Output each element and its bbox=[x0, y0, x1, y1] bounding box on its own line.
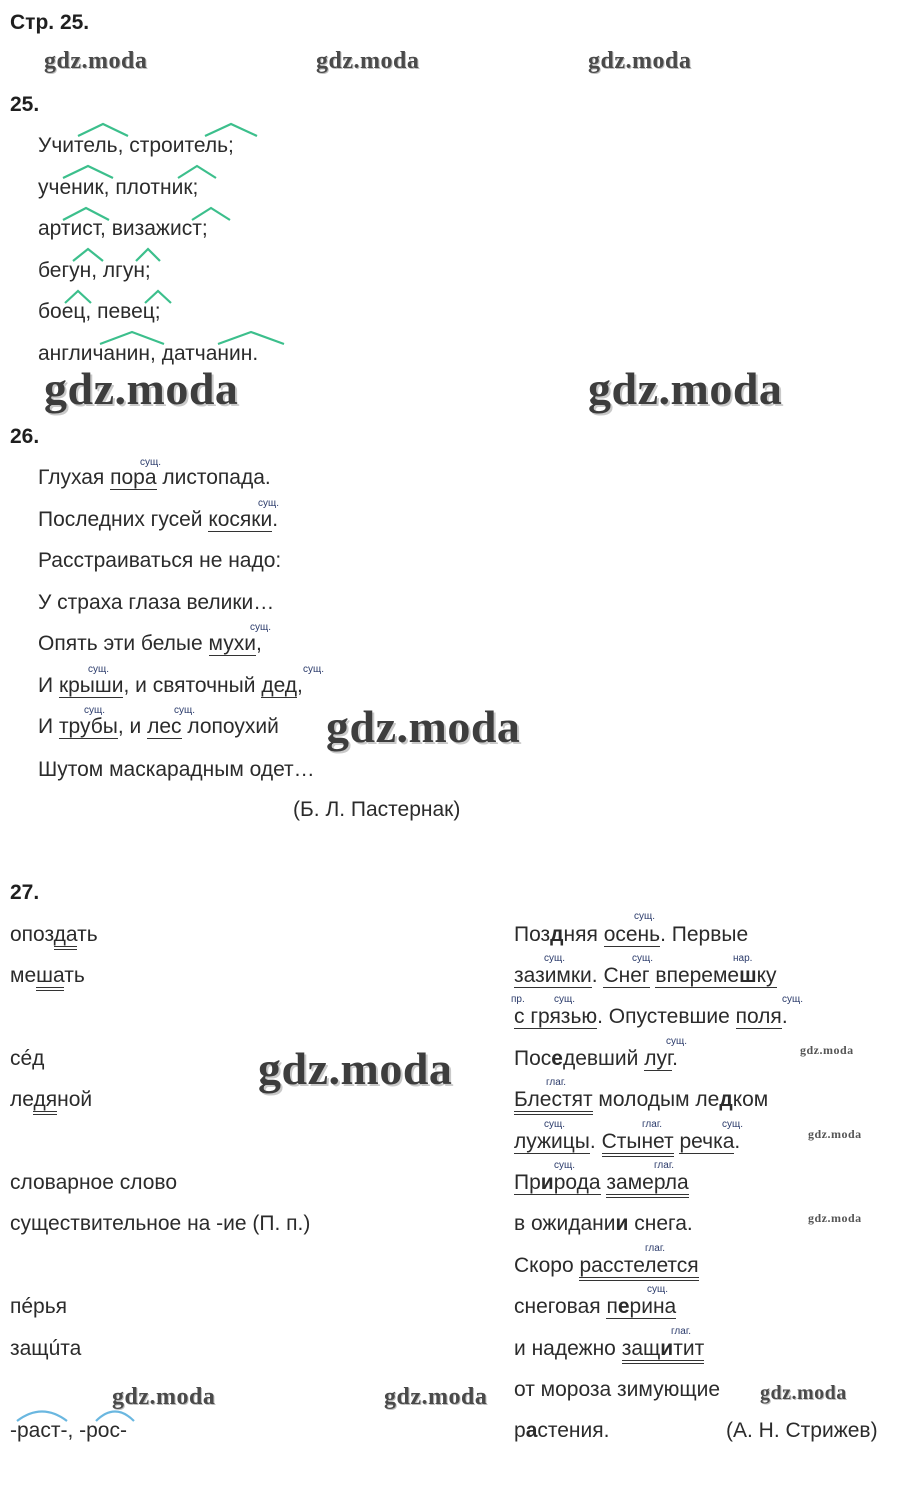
poem-line: Опять эти белые мухи, bbox=[38, 632, 262, 655]
watermark: gdz.moda bbox=[112, 1384, 216, 1410]
pos-label: глаг. bbox=[671, 1326, 692, 1337]
page-header: Стр. 25. bbox=[10, 11, 90, 34]
verb-word: защитит bbox=[622, 1337, 704, 1364]
word: боец bbox=[38, 300, 86, 323]
text-line: Поздняя осень. Первые bbox=[514, 923, 749, 946]
noun-word: зазимки bbox=[514, 964, 592, 987]
underlined-letters: ша bbox=[36, 964, 64, 991]
pos-label: сущ. bbox=[250, 622, 272, 633]
pos-label: сущ. bbox=[666, 1036, 688, 1047]
watermark: gdz.moda bbox=[44, 48, 148, 74]
text-line: растения. bbox=[514, 1419, 610, 1442]
watermark: gdz.moda bbox=[44, 363, 239, 414]
watermark: gdz.moda bbox=[326, 701, 521, 752]
word-entry: сéд bbox=[10, 1047, 45, 1070]
poem-line: Расстраиваться не надо: bbox=[38, 549, 282, 572]
poem-line: И трубы, и лес лопоухий bbox=[38, 715, 279, 738]
text-line: и надежно защитит bbox=[514, 1336, 704, 1362]
pos-label: сущ. bbox=[544, 953, 566, 964]
word-pair-line: англичанин, датчанин. bbox=[38, 342, 259, 365]
word-pair-line: ученик, плотник; bbox=[38, 176, 199, 199]
text-line: в ожидании снега. bbox=[514, 1212, 693, 1235]
word: лгун bbox=[102, 259, 145, 282]
poem-line: И крыши, и святочный дед, bbox=[38, 674, 303, 697]
pos-label: глаг. bbox=[654, 1160, 675, 1171]
word-entry: мешать bbox=[10, 963, 85, 989]
text-line: с грязью. Опустевшие поля. bbox=[514, 1005, 788, 1028]
pos-label: глаг. bbox=[645, 1243, 666, 1254]
poem-author: (Б. Л. Пастернак) bbox=[293, 798, 461, 821]
pos-label: сущ. bbox=[88, 664, 110, 675]
adverb-word: вперемешку bbox=[655, 964, 777, 987]
pos-label: сущ. bbox=[554, 994, 576, 1005]
watermark: gdz.moda bbox=[808, 1127, 862, 1141]
noun-word: лес bbox=[147, 715, 182, 738]
word-entry: словарное слово bbox=[10, 1171, 178, 1194]
word: датчанин bbox=[161, 342, 253, 365]
watermark: gdz.moda bbox=[316, 48, 420, 74]
text-line: зазимки. Снег вперемешку bbox=[514, 964, 777, 987]
noun-word: косяки bbox=[208, 508, 273, 531]
watermark: gdz.moda bbox=[258, 1043, 453, 1094]
pos-label: сущ. bbox=[647, 1284, 669, 1295]
word: строитель bbox=[129, 134, 229, 157]
watermark: gdz.moda bbox=[384, 1384, 488, 1410]
noun-word: пора bbox=[110, 466, 157, 489]
prep-noun-phrase: с грязью bbox=[514, 1005, 598, 1028]
underlined-letters: да bbox=[54, 923, 77, 950]
word-entry: опоздать bbox=[10, 922, 98, 948]
text-line: Скоро расстелется bbox=[514, 1253, 699, 1279]
watermark: gdz.moda bbox=[588, 363, 783, 414]
word-pair-line: боец, певец; bbox=[38, 300, 161, 323]
word-entry: защúта bbox=[10, 1337, 82, 1360]
pos-label: сущ. bbox=[632, 953, 654, 964]
pos-label: сущ. bbox=[84, 705, 106, 716]
word-entry: ледяной bbox=[10, 1087, 92, 1113]
pos-label: сущ. bbox=[722, 1119, 744, 1130]
noun-word: речка bbox=[679, 1130, 735, 1153]
noun-word: поля bbox=[735, 1005, 782, 1028]
word-pair-line: бегун, лгун; bbox=[38, 259, 151, 282]
word: ученик bbox=[38, 176, 104, 199]
noun-word: Природа bbox=[514, 1171, 601, 1194]
watermark: gdz.moda bbox=[800, 1043, 854, 1057]
noun-word: трубы bbox=[58, 715, 118, 738]
word: плотник bbox=[115, 176, 193, 199]
noun-word: луг bbox=[644, 1047, 673, 1070]
pos-label: сущ. bbox=[303, 664, 325, 675]
word: артист bbox=[38, 217, 101, 240]
poem-line: Глухая пора листопада. bbox=[38, 466, 271, 489]
noun-word: перина bbox=[606, 1295, 677, 1318]
noun-word: Снег bbox=[603, 964, 650, 987]
noun-word: осень bbox=[603, 923, 661, 946]
text-line: Блестят молодым ледком bbox=[514, 1087, 768, 1113]
word: бегун bbox=[38, 259, 92, 282]
underlined-letters: дя bbox=[33, 1088, 57, 1115]
text-line bbox=[514, 1170, 689, 1196]
pos-label: нар. bbox=[733, 953, 753, 964]
verb-word: замерла bbox=[606, 1171, 688, 1198]
noun-word: дед bbox=[261, 674, 298, 697]
text-author: (А. Н. Стрижев) bbox=[726, 1419, 878, 1442]
word-entry: существительное на -ие (П. п.) bbox=[10, 1212, 311, 1235]
pos-label: глаг. bbox=[642, 1119, 663, 1130]
pos-label: сущ. bbox=[554, 1160, 576, 1171]
word-entry: -раст-, -рос- bbox=[10, 1419, 127, 1442]
pos-label: сущ. bbox=[634, 911, 656, 922]
pos-label: сущ. bbox=[544, 1119, 566, 1130]
pos-label: сущ. bbox=[174, 705, 196, 716]
text-line: лужицы. Стынет речка. bbox=[514, 1129, 740, 1155]
poem-line: Последних гусей косяки. bbox=[38, 508, 279, 531]
word: певец bbox=[97, 300, 155, 323]
pos-label: пр. bbox=[511, 994, 525, 1005]
word: Учитель bbox=[38, 134, 118, 157]
noun-word: мухи bbox=[208, 632, 256, 655]
poem-line: У страха глаза велики… bbox=[38, 591, 275, 614]
text-line: Поседевший луг. bbox=[514, 1047, 678, 1070]
word-pair-line: артист, визажист; bbox=[38, 217, 208, 240]
text-line: от мороза зимующие bbox=[514, 1378, 721, 1401]
exercise-number: 25. bbox=[10, 93, 40, 116]
pos-label: сущ. bbox=[782, 994, 804, 1005]
word: визажист bbox=[111, 217, 202, 240]
exercise-number: 27. bbox=[10, 881, 40, 904]
noun-word: лужицы bbox=[514, 1130, 590, 1153]
verb-word: Стынет bbox=[602, 1130, 674, 1157]
pos-label: глаг. bbox=[546, 1077, 567, 1088]
text-line: снеговая перина bbox=[514, 1295, 677, 1318]
pos-label: сущ. bbox=[258, 498, 280, 509]
word: англичанин bbox=[38, 342, 151, 365]
pos-label: сущ. bbox=[140, 457, 162, 468]
word-entry: пéрья bbox=[10, 1295, 68, 1318]
watermark: gdz.moda bbox=[808, 1211, 862, 1225]
word-pair-line: Учитель, строитель; bbox=[38, 134, 234, 157]
poem-line: Шутом маскарадным одет… bbox=[38, 758, 315, 781]
verb-word: Блестят bbox=[514, 1088, 593, 1115]
watermark: gdz.moda bbox=[588, 48, 692, 74]
exercise-number: 26. bbox=[10, 425, 40, 448]
verb-word: расстелется bbox=[579, 1254, 698, 1281]
watermark: gdz.moda bbox=[760, 1382, 847, 1404]
noun-word: крыши bbox=[58, 674, 124, 697]
